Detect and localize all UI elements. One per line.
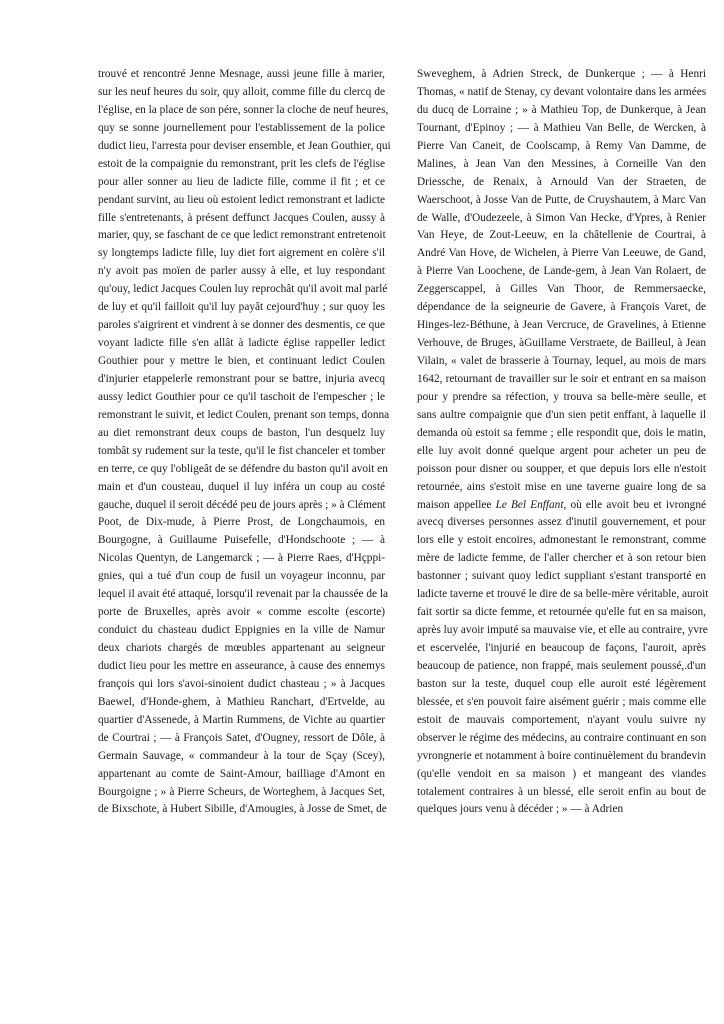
text-line: Baewel, d'Honde-ghem, à Mathieu Ranchart, d'Ertvelde, au bbox=[98, 695, 385, 708]
text-line: Germain Sauvage, « commandeur à la tour de Sçay (Scey), bbox=[98, 749, 385, 762]
text-line: et escervelée, l'injurié en beaucoup de façons, l'auroit, après bbox=[417, 642, 706, 654]
text-line: voyant ladicte fille s'en allât à ladicte église rappeller ledict bbox=[98, 337, 385, 350]
text-line: Sweveghem, à Adrien Streck, de Dunkerque ; — à Henri bbox=[417, 68, 706, 80]
text-line: 1642, retournant de travailler sur le soir et entrant en sa maison bbox=[417, 372, 706, 385]
text-line: françois qui lors s'avoi-sinoient dudict chasteau ; » à Jacques bbox=[98, 677, 385, 690]
text-line: Verhouve, de Bruges, àGuillame Verstraete, de Bailleul, à Jean bbox=[417, 337, 706, 350]
text-line: baston sur la teste, duquel coup elle auroit esté légèrement bbox=[417, 677, 706, 690]
text-line: Thomas, « natif de Stenay, cy devant volontaire dans les armées bbox=[417, 85, 707, 98]
text-line: fille s'entretenants, à présent deffunct Jacques Coulen, aussy à bbox=[98, 211, 385, 224]
text-line: avecq diverses personnes assez d'inutil gouvernement, et pour bbox=[417, 516, 706, 529]
text-line: pour y prendre sa réfection, y trouva sa belle-mère seulle, et bbox=[417, 390, 706, 403]
text-line: pour aller sonner au lieu de ladicte fille, comme il fit ; et ce bbox=[98, 175, 385, 188]
text-line: à Pierre Van Loochene, de Lande-gem, à Jean Van Rolaert, de bbox=[417, 265, 706, 278]
left-text-column bbox=[98, 66, 391, 819]
text-line: appartenant au comte de Saint-Amour, bailliage d'Amont en bbox=[98, 767, 385, 780]
text-line: conduict du chasteau dudict Eppignies en la ville de Namur bbox=[98, 624, 385, 637]
text-line: mère de ladicte femme, de l'aller chercher et à son retour bien bbox=[417, 552, 706, 565]
text-line: quelques jours venu à décéder ; » — à Adrien bbox=[417, 803, 624, 816]
text-line: pendant survint, au lieu où estoient ledict remonstrant et ladicte bbox=[98, 193, 385, 206]
text-line: lors elle y estoit encoires, admonestant le remonstrant, comme bbox=[417, 534, 706, 547]
text-line: Gouthier pour y mettre le bien, et continuant ledict Coulen bbox=[98, 355, 385, 367]
text-line: dudict lieu pour les mettre en asseurance, à cause des ennemys bbox=[98, 659, 385, 672]
text-line: dépendance de la seigneurie de Gavere, à François Varet, de bbox=[417, 301, 706, 314]
text-line: au diet remonstrant deux coups de baston, l'un desquelz luy bbox=[98, 426, 385, 439]
text-line: lequel il avait été attaqué, lorsqu'il revenait par la chaussée de la bbox=[98, 588, 388, 601]
text-line: poisson pour disner ou soupper, et que depuis lors elle n'estoit bbox=[417, 462, 706, 475]
text-line: André Van Hove, de Wichelen, à Pierre Van Leeuwe, de Gand, bbox=[417, 247, 706, 260]
text-line: ladicte taverne et trouvé le dire de sa belle-mère véritable, auroit bbox=[417, 588, 709, 601]
text-line: Malines, à Jean Van den Messines, à Corneille Van den bbox=[417, 157, 706, 170]
text-line: d'injurier etappelerle remonstrant pour se battre, injuria avecq bbox=[98, 372, 385, 385]
text-line: Vilain, « valet de brasserie à Tournay, lequel, au mois de mars bbox=[417, 355, 706, 367]
text-line: remonstrant le suivit, et ledict Coulen, prenant son temps, donna bbox=[98, 408, 390, 421]
text-line: de luy et qu'il failloit qu'il luy payât cejourd'huy ; sur quoy les bbox=[98, 301, 385, 314]
text-line: fait sortir sa dicte femme, et retournée qu'elle fut en sa maison, bbox=[417, 606, 706, 619]
text-line: n'y avoit pas moïen de parler aussy à elle, et luy respondant bbox=[98, 265, 385, 278]
text-line: maison appellee Le Bel Enffant, où elle avoit beu et ivrongné bbox=[417, 498, 706, 511]
text-line: paroles s'aigrirent et vindrent à se donner des desmentis, ce que bbox=[98, 319, 385, 332]
text-line: en terre, ce quy l'obligeât de se défendre du baston qu'il avoit en bbox=[98, 462, 388, 475]
text-line: estoit de mauvais comportement, n'ayant voulu suivre ny bbox=[417, 713, 706, 726]
text-line: beaucoup de patience, non frappé, mais seulement poussé,.d'un bbox=[417, 659, 706, 672]
text-line: deux chariots chargés de mœubles appartenant au seigneur bbox=[98, 642, 385, 654]
text-line: porte de Bruxelles, après avoir « comme escolte (escorte) bbox=[98, 606, 385, 619]
text-line: de Courtrai ; — à François Satet, d'Ougney, ressort de Dôle, à bbox=[98, 731, 385, 744]
text-line: marier, quy, se faschant de ce que ledict remonstrant entretenoit bbox=[98, 229, 386, 242]
text-line: main et d'un cousteau, duquel il luy inféra un coup au costé bbox=[98, 480, 385, 493]
text-line: yvrongnerie et notamment à boire continuèlement du brandevin bbox=[417, 749, 706, 762]
text-line: sans aultre compaignie que d'un sien petit enffant, à laquelle il bbox=[417, 408, 706, 421]
text-line: tombât sy rudement sur la teste, qu'il le fist chanceler et tomber bbox=[98, 444, 385, 457]
text-line: Poot, de Dix-mude, à Pierre Prost, de Longchaumois, en bbox=[98, 516, 385, 529]
text-line: bastonner ; suivant quoy ledict suppliant s'estant transporté en bbox=[417, 570, 706, 583]
text-line: qu'ouy, ledict Jacques Coulen luy reprochât qu'il avoit mal parlé bbox=[98, 283, 388, 296]
text-line: aussy ledict Gouthier pour ce qu'il taschoit de l'empescher ; le bbox=[98, 390, 385, 403]
text-line: estoit de la compaignie du remonstrant, prit les clefs de l'église bbox=[98, 157, 385, 170]
text-line: Bourgoigne ; » à Pierre Scheurs, de Worteghem, à Jacques Set, bbox=[98, 785, 385, 798]
text-line: retournée, ains s'estoit mise en une taverne guaire long de sa bbox=[417, 480, 706, 493]
text-line: elle luy avoit donné quelque argent pour acheter un peu de bbox=[417, 444, 706, 457]
text-line: de Bixschote, à Hubert Sibille, d'Amougies, à Josse de Smet, de bbox=[98, 803, 387, 816]
text-line: quy se sonne journellement pour l'establissement de la police bbox=[98, 121, 385, 134]
text-line: dudict lieu, l'arresta pour deviser ensemble, et Jean Gouthier, qui bbox=[98, 139, 391, 152]
text-line: Bourgogne, à Guillaume Puisefelle, d'Hondschoote ; — à bbox=[98, 534, 385, 547]
text-line: (qu'elle vendoit en sa maison ) et mangeant des viandes bbox=[417, 767, 706, 780]
text-line: de Walle, d'Oudezeele, à Simon Van Hecke, d'Ypres, à Renier bbox=[417, 211, 706, 224]
text-line: blessée, et s'en pouvoit faire aisément guérir ; mais comme elle bbox=[417, 695, 706, 708]
right-text-column bbox=[417, 66, 709, 819]
text-line: gnies, qui a tué d'un coup de fusil un voyageur inconnu, par bbox=[98, 570, 385, 583]
text-line: du ducq de Lorraine ; » à Mathieu Top, de Dunkerque, à Jean bbox=[417, 103, 706, 116]
text-line: quartier d'Assenede, à Martin Rummens, de Vichte au quartier bbox=[98, 713, 385, 726]
text-line: Pierre Van Caneit, de Coolscamp, à Remy Van Damme, de bbox=[417, 139, 706, 152]
text-line: demanda où estoit sa femme ; elle respondit que, dois le matin, bbox=[417, 426, 706, 439]
text-line: après luy avoir imputé sa mauvaise vie, et elle au contraire, yvre bbox=[417, 624, 708, 637]
text-line: Tournant, d'Epinoy ; — à Mathieu Van Belle, de Wercken, à bbox=[417, 121, 706, 134]
text-line: observer le régime des médecins, au contraire continuant en son bbox=[417, 731, 707, 744]
text-line: Nicolas Quentyn, de Langemarck ; — à Pierre Raes, d'Hçppi- bbox=[98, 552, 385, 565]
text-line: Hinges-lez-Béthune, à Jean Vercruce, de Gravelines, à Etienne bbox=[417, 319, 706, 332]
text-line: l'église, en la place de son pére, sonner la cloche de neuf heures, bbox=[98, 103, 389, 116]
text-line: totalement contraires à un blessé, elle seroit enfin au bout de bbox=[417, 785, 706, 798]
text-line: Driessche, de Renaix, à Arnould Van der Straeten, de bbox=[417, 175, 706, 188]
text-line: sur les neuf heures du soir, quy alloit, comme fille du clercq de bbox=[98, 85, 385, 98]
text-line: trouvé et rencontré Jenne Mesnage, aussi jeune fille à marier, bbox=[98, 68, 385, 80]
text-line: Van Heye, de Zout-Leeuw, en la châtellenie de Courtrai, à bbox=[417, 229, 706, 242]
text-line: Waerschoot, à Josse Van de Putte, de Cruyshautem, à Marc Van bbox=[417, 193, 706, 206]
text-line: sy longtemps ladicte fille, luy diet fort aigrement en colère s'il bbox=[98, 247, 385, 260]
text-line: gauche, duquel il seroit décédé peu de jours après ; » à Clément bbox=[98, 498, 386, 511]
text-line: Zeggerscappel, à Gilles Van Thoor, de Remmersaecke, bbox=[417, 283, 706, 296]
